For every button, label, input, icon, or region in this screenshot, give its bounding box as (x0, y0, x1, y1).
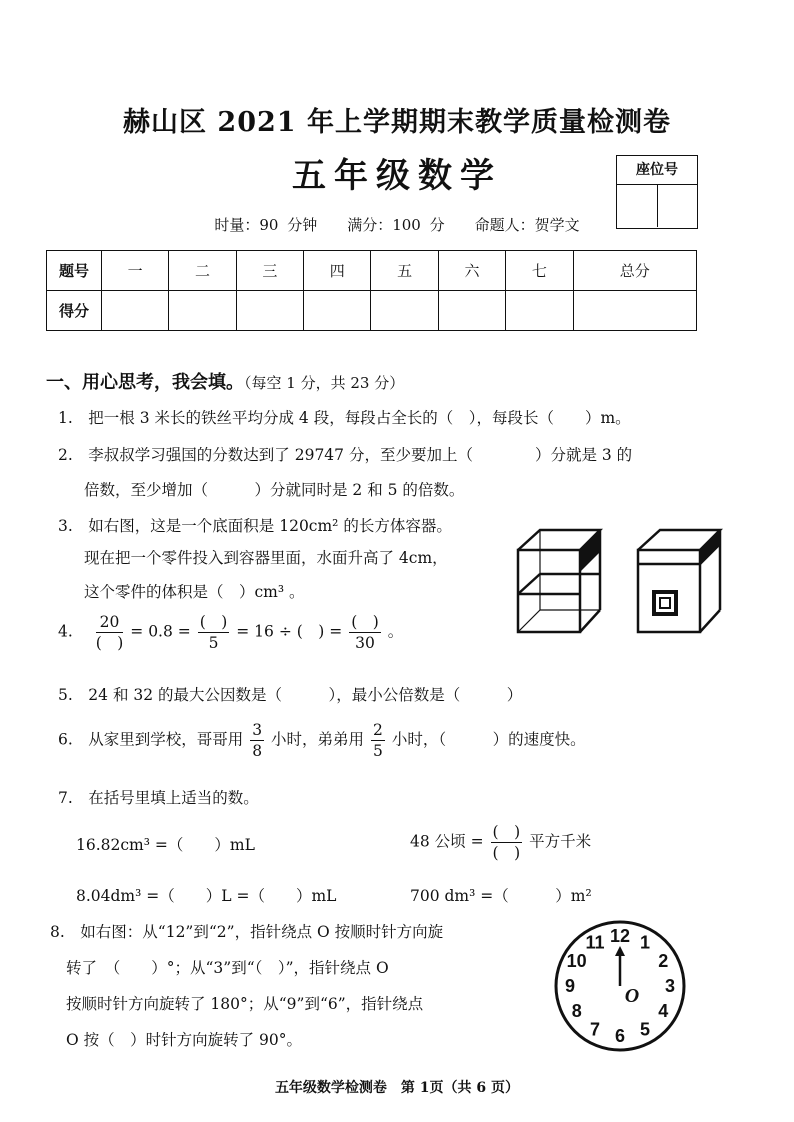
container-before (518, 530, 600, 632)
question-7a: 16.82cm³ =（ ）mL (76, 836, 255, 854)
fraction (96, 612, 124, 653)
fraction-numerator: ( ) (492, 823, 521, 841)
score-col-4: 四 (304, 251, 371, 291)
score-cell[interactable] (304, 291, 371, 331)
question-3-line-1: 3. 如右图，这是一个底面积是 120cm² 的长方体容器。 (58, 517, 452, 535)
score-table (46, 250, 697, 331)
question-4-number: 4. (58, 622, 73, 641)
question-8-line-2: 转了 （ ）°；从“3”到“（ ）”，指针绕点 O (66, 959, 389, 977)
clock-number: 4 (658, 1001, 669, 1021)
page-footer: 五年级数学检测卷 第 1页（共 6 页） (274, 1080, 520, 1096)
question-6-text: 6. 从家里到学校，哥哥用 (58, 730, 244, 749)
question-7d: 700 dm³ =（ ）m² (410, 887, 592, 905)
question-7b-text: 平方千米 (529, 832, 592, 851)
question-4-text: = 0.8 = (130, 622, 191, 641)
section-1-title: 一、用心思考，我会填。 (46, 372, 244, 393)
fraction-numerator: 3 (252, 721, 263, 739)
question-4-text: 。 (387, 622, 404, 641)
fraction-numerator: 20 (96, 612, 124, 633)
question-2-line-2: 倍数，至少增加（ ）分就同时是 2 和 5 的倍数。 (84, 481, 465, 499)
question-8-line-4: O 按（ ）时针方向旋转了 90°。 (66, 1031, 303, 1049)
question-6-text: 小时，（ ）的速度快。 (391, 730, 586, 749)
clock-number: 10 (566, 951, 587, 971)
clock-number: 7 (589, 1019, 601, 1040)
fraction-denominator: ( ) (95, 634, 124, 652)
fraction-numerator: ( ) (199, 613, 228, 631)
question-1: 1. 把一根 3 米长的铁丝平均分成 4 段，每段占全长的（ ），每段长（ ）m。 (58, 409, 631, 427)
clock-number: 8 (571, 1001, 582, 1021)
clock-number: 6 (614, 1026, 626, 1046)
question-7b-text: 48 公顷 = (410, 832, 484, 851)
clock-figure (552, 918, 688, 1054)
question-5: 5. 24 和 32 的最大公因数是（ ），最小公倍数是（ ） (58, 686, 523, 704)
clock-number: 11 (585, 932, 605, 953)
score-cell[interactable] (169, 291, 236, 331)
score-col-3: 三 (236, 251, 303, 291)
question-4 (58, 612, 403, 653)
score-col-1: 一 (102, 251, 169, 291)
clock-number: 12 (609, 926, 631, 946)
score-col-7: 七 (506, 251, 573, 291)
score-col-2: 二 (169, 251, 236, 291)
score-table-header-row (47, 251, 697, 291)
question-8-line-1: 8. 如右图：从“12”到“2”，指针绕点 O 按顺时针方向旋 (50, 923, 444, 941)
clock-number: 9 (564, 976, 576, 996)
seat-number-label: 座位号 (617, 156, 697, 185)
clock-hand-arrow-icon (615, 946, 625, 956)
container-after (638, 530, 720, 632)
question-3-line-2: 现在把一个零件投入到容器里面，水面升高了 4cm， (84, 549, 448, 567)
clock-number: 5 (639, 1019, 651, 1040)
question-6-text: 小时，弟弟用 (271, 730, 365, 749)
score-col-6: 六 (438, 251, 505, 291)
fraction (349, 612, 381, 653)
exam-subtitle: 五年级数学 (292, 156, 502, 196)
score-col-total: 总分 (573, 251, 696, 291)
question-8-line-3: 按顺时针方向旋转了 180°；从“9”到“6”，指针绕点 (66, 995, 424, 1013)
clock-center-label: O (624, 985, 640, 1007)
fraction-numerator: 2 (373, 721, 383, 739)
score-cell[interactable] (506, 291, 573, 331)
question-7b (410, 822, 591, 863)
score-cell[interactable] (371, 291, 438, 331)
container-figures (510, 522, 730, 637)
clock-number: 2 (658, 951, 669, 971)
exam-meta: 时量：90 分钟 满分：100 分 命题人：贺学文 (214, 216, 580, 234)
fraction-denominator: ( ) (492, 844, 521, 862)
question-4-text: = 16 ÷ ( ) = (236, 622, 343, 641)
score-row-label: 得分 (47, 291, 102, 331)
fraction (250, 720, 264, 761)
score-cell[interactable] (102, 291, 169, 331)
section-1-note: （每空 1 分，共 23 分） (244, 374, 405, 392)
score-col-5: 五 (371, 251, 438, 291)
score-cell[interactable] (236, 291, 303, 331)
question-3-line-3: 这个零件的体积是（ ）cm³ 。 (84, 583, 305, 601)
fraction-numerator: ( ) (351, 613, 379, 631)
question-2-line-1: 2. 李叔叔学习强国的分数达到了 29747 分，至少要加上（ ）分就是 3 的 (58, 446, 633, 464)
fraction-denominator: 8 (252, 742, 263, 760)
fraction (371, 720, 385, 761)
fraction-denominator: 30 (355, 634, 375, 652)
question-7c: 8.04dm³ =（ ）L =（ ）mL (76, 887, 337, 905)
fraction-denominator: 5 (208, 634, 219, 652)
score-cell[interactable] (438, 291, 505, 331)
clock-number: 1 (639, 932, 651, 953)
score-table-score-row (47, 291, 697, 331)
fraction (491, 822, 523, 863)
fraction-denominator: 5 (373, 742, 383, 760)
clock-number: 3 (664, 976, 676, 996)
score-cell[interactable] (573, 291, 696, 331)
score-col-label: 题号 (47, 251, 102, 291)
question-6 (58, 720, 586, 761)
fraction (198, 612, 230, 653)
exam-title: 赫山区 2021 年上学期期末教学质量检测卷 (123, 107, 671, 138)
section-1-heading (46, 368, 404, 394)
question-7: 7. 在括号里填上适当的数。 (58, 789, 259, 807)
